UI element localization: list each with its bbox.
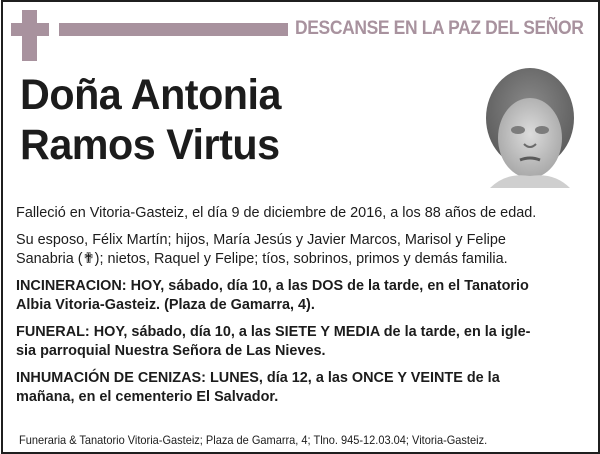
tagline: DESCANSE EN LA PAZ DEL SEÑOR [295,18,584,39]
death-notice: Falleció en Vitoria-Gasteiz, el día 9 de diciembre de 2016, a los 88 años de edad. [16,204,537,221]
obituary-body [16,203,586,414]
funeral-info: FUNERAL: HOY, sábado, día 10, a las SIETE Y MEDIA de la tarde, en la igle- sia parroquial Nuestra Señora de Las Nieves. [16,323,531,359]
header-rule [59,23,288,36]
funeral-home-footer: Funeraria & Tanatorio Vitoria-Gasteiz; Plaza de Gamarra, 4; Tlno. 945-12.03.04; Vitoria-Gasteiz. [19,434,488,447]
burial-info: INHUMACIÓN DE CENIZAS: LUNES, día 12, a las ONCE Y VEINTE de la mañana, en el cementerio El Salvador. [16,369,500,405]
name-line-2: Ramos Virtus [20,121,280,169]
cremation-info: INCINERACION: HOY, sábado, día 10, a las DOS de la tarde, en el Tanatorio Albia Vitoria-Gasteiz. (Plaza de Gamarra, 4). [16,277,529,313]
deceased-name [20,70,281,170]
name-line-1: Doña Antonia [20,71,282,119]
cross-icon-arm [11,23,49,36]
family-list: Su esposo, Félix Martín; hijos, María Jesús y Javier Marcos, Marisol y Felipe Sanabria (✟); nietos, Raquel y Felipe; tíos, sobrinos, primos y demás familia. [16,231,508,267]
portrait-photo [476,60,580,188]
